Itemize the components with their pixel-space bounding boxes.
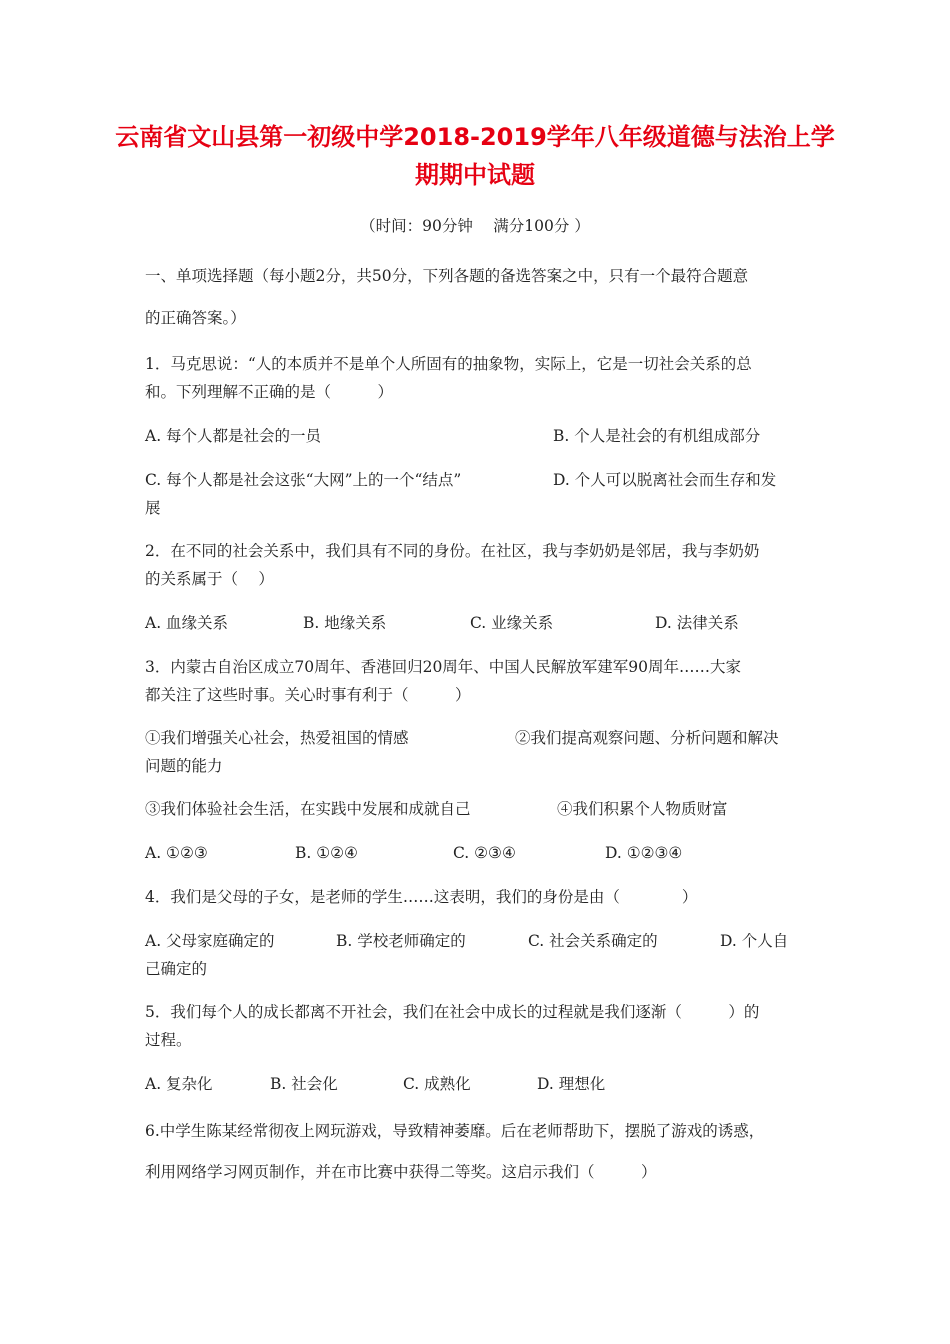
q5-option-b: B. 社会化 [270,1075,338,1093]
q4-option-d: D. 个人自 [720,932,789,950]
q2-stem-line2: 的关系属于（ ） [145,570,274,588]
q3-stem-line1: 3．内蒙古自治区成立70周年、香港回归20周年、中国人民解放军建军90周年……大家 [145,658,742,676]
q1-option-d: D. 个人可以脱离社会而生存和发 [553,471,777,489]
q3-statement-2: ②我们提高观察问题、分析问题和解决 [515,729,779,747]
q5-option-a: A. 复杂化 [145,1075,213,1093]
q2-option-b: B. 地缘关系 [303,614,387,632]
q5-option-c: C. 成熟化 [403,1075,471,1093]
q2-option-d: D. 法律关系 [655,614,739,632]
q3-statement-2-continued: 问题的能力 [145,757,223,775]
q1-stem-line1: 1．马克思说：“人的本质并不是单个人所固有的抽象物，实际上，它是一切社会关系的总 [145,355,752,373]
q3-option-b: B. ①②④ [295,844,358,862]
q4-stem: 4．我们是父母的子女，是老师的学生……这表明，我们的身份是由（ ） [145,888,698,906]
q3-statement-4: ④我们积累个人物质财富 [557,800,728,818]
q6-stem-line1: 6.中学生陈某经常彻夜上网玩游戏，导致精神萎靡。后在老师帮助下，摆脱了游戏的诱惑， [145,1122,765,1140]
q3-option-a: A. ①②③ [145,844,208,862]
q3-option-c: C. ②③④ [453,844,516,862]
q5-option-d: D. 理想化 [537,1075,606,1093]
q1-option-b: B. 个人是社会的有机组成部分 [553,427,761,445]
q3-option-d: D. ①②③④ [605,844,683,862]
q6-stem-line2: 利用网络学习网页制作，并在市比赛中获得二等奖。这启示我们（ ） [145,1163,657,1181]
q4-option-b: B. 学校老师确定的 [336,932,466,950]
q2-option-a: A. 血缘关系 [145,614,229,632]
q3-statement-1: ①我们增强关心社会，热爱祖国的情感 [145,729,409,747]
q1-option-d-continued: 展 [145,499,161,517]
q3-stem-line2: 都关注了这些时事。关心时事有利于（ ） [145,686,471,704]
section-instructions-line1: 一、单项选择题（每小题2分，共50分，下列各题的备选答案之中，只有一个最符合题意 [145,267,749,285]
q1-stem-line2: 和。下列理解不正确的是（ ） [145,383,394,401]
q2-option-c: C. 业缘关系 [470,614,554,632]
exam-title-line2: 期期中试题 [415,161,535,189]
q4-option-d-continued: 己确定的 [145,960,208,978]
section-instructions-line2: 的正确答案。） [145,309,246,327]
q1-option-a: A. 每个人都是社会的一员 [145,427,322,445]
q5-stem-line2: 过程。 [145,1031,192,1049]
q1-option-c: C. 每个人都是社会这张“大网”上的一个“结点” [145,471,462,489]
exam-time-info: （时间：90分钟 满分100分 ） [360,217,590,235]
q4-option-a: A. 父母家庭确定的 [145,932,275,950]
q2-stem-line1: 2．在不同的社会关系中，我们具有不同的身份。在社区，我与李奶奶是邻居，我与李奶奶 [145,542,760,560]
q3-statement-3: ③我们体验社会生活，在实践中发展和成就自己 [145,800,471,818]
exam-title-line1: 云南省文山县第一初级中学2018-2019学年八年级道德与法治上学 [115,123,835,151]
q5-stem-line1: 5．我们每个人的成长都离不开社会，我们在社会中成长的过程就是我们逐渐（ ）的 [145,1003,760,1021]
q4-option-c: C. 社会关系确定的 [528,932,658,950]
